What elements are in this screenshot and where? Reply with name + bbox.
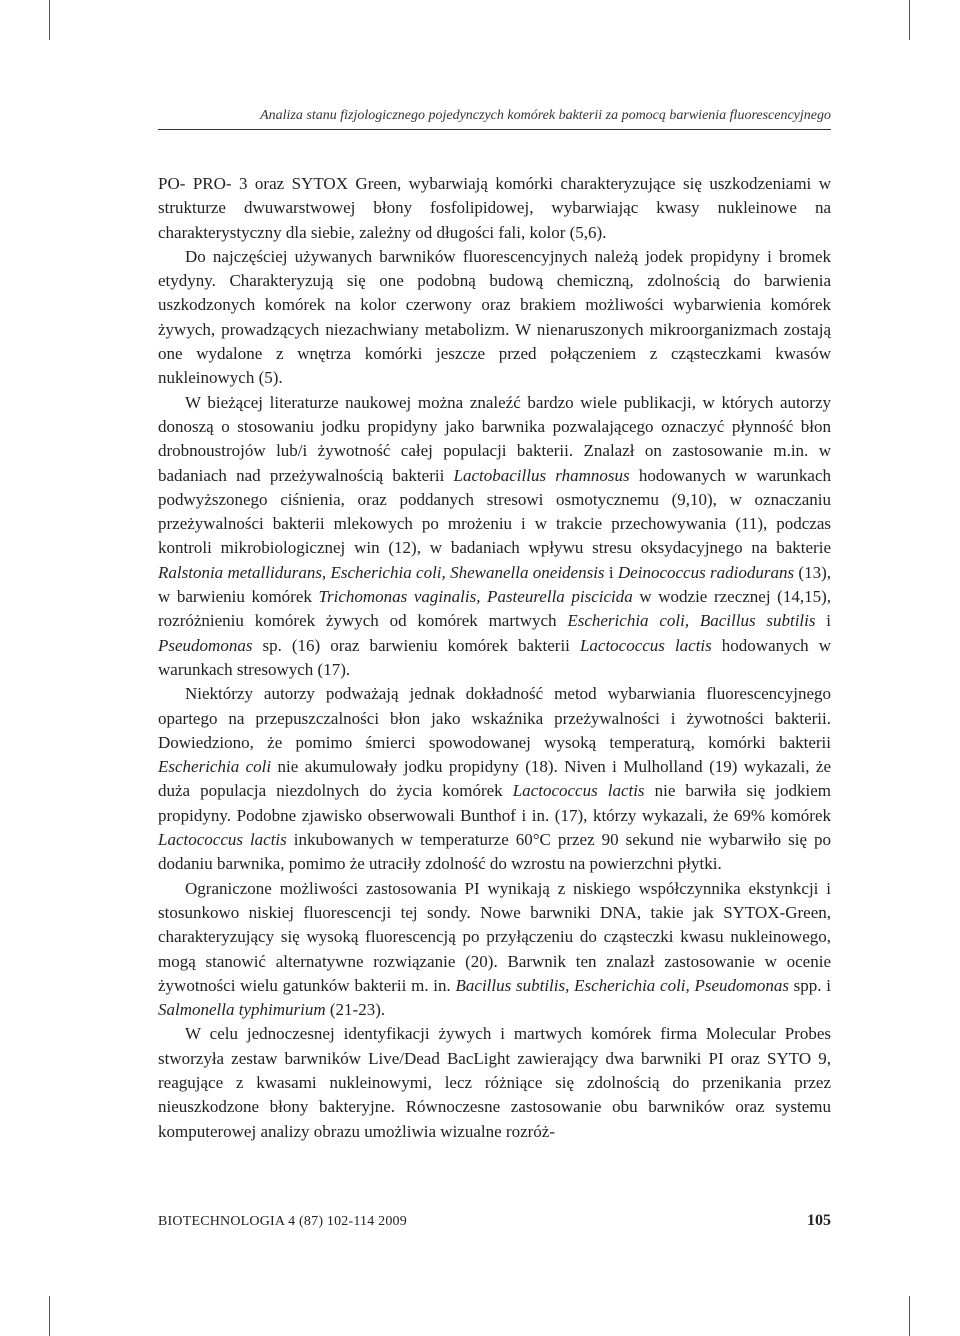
- italic-species-name: Lactococcus lactis: [158, 830, 287, 850]
- italic-species-name: Ralstonia metallidurans, Escherichia coli, Shewanella oneidensis: [158, 562, 605, 582]
- paragraph-text: sp. (16) oraz barwieniu komórek bakterii: [252, 635, 580, 655]
- paragraph-text: hodowanych w warunkach podwyższonego ciśnienia, oraz poddanych stresowi osmotycznemu (9,10), w oznaczaniu przeżywalności bakterii mlekowych po mrożeniu i w trakcie przechowywania (11), podczas kontroli mikrobiologicznej win (12), w badaniach wpływu stresu oksydacyjnego na bakterie: [158, 465, 831, 558]
- italic-species-name: Lactobacillus rhamnosus: [453, 465, 630, 485]
- page-number: 105: [807, 1212, 831, 1229]
- paragraph-text: Niektórzy autorzy podważają jednak dokładność metod wybarwiania fluorescencyjnego opartego na przepuszczalności błon jako wskaźnika przeżywalności i żywotności bakterii. Dowiedziono, że pomimo śmierci spowodowanej wysoką temperaturą, komórki bakterii: [158, 684, 831, 752]
- paragraph-text: Ograniczone możliwości zastosowania PI wynikają z niskiego współczynnika ekstynkcji i stosunkowo niskiej fluorescencji tej sondy. Nowe barwniki DNA, takie jak SYTOX-Green, charakteryzujący się wysoką fluorescencją po przyłączeniu do cząsteczki kwasu nukleinowego, mogą stanowić alternatywne rozwiązanie (20). Barwnik ten znalazł zastosowanie w ocenie żywotności wielu gatunków bakterii m. in.: [158, 878, 831, 995]
- paragraph-text: i: [815, 611, 832, 631]
- running-header: Analiza stanu fizjologicznego pojedynczych komórek bakterii za pomocą barwienia fluorescencyjnego: [260, 108, 831, 123]
- paragraph-text: nie barwiła się jodkiem propidyny. Podobne zjawisko obserwowali Bunthof i in. (17), którzy wykazali, że 69% komórek: [158, 781, 832, 825]
- italic-species-name: Escherichia coli: [158, 757, 272, 777]
- italic-species-name: Lactococcus lactis: [579, 635, 712, 655]
- header-rule: [158, 129, 831, 130]
- italic-species-name: Salmonella typhimurium: [158, 1000, 326, 1020]
- body-paragraph: [158, 1022, 831, 1143]
- crop-mark-top-right: [909, 0, 910, 40]
- body-paragraph: [158, 391, 831, 683]
- body-paragraph: [158, 172, 831, 245]
- paragraph-text: i: [604, 562, 618, 582]
- paragraph-text: Do najczęściej używanych barwników fluorescencyjnych należą jodek propidyny i bromek etydyny. Charakteryzują się one podobną budową chemiczną, zdolnością do barwienia uszkodzonych komórek na kolor czerwony oraz brakiem możliwości wybarwienia komórek żywych, prowadzących niezachwiany metabolizm. W nienaruszonych mikroorganizmach zostają one wydalone z wnętrza komórki jeszcze przed połączeniem z cząsteczkami kwasów nukleinowych (5).: [158, 246, 831, 388]
- paragraph-text: spp. i: [788, 975, 831, 995]
- journal-citation: BIOTECHNOLOGIA 4 (87) 102-114 2009: [158, 1214, 407, 1229]
- paragraph-text: (21-23).: [325, 1000, 386, 1020]
- italic-species-name: Pseudomonas: [158, 635, 253, 655]
- italic-species-name: Escherichia coli, Bacillus subtilis: [567, 611, 816, 631]
- paragraph-text: inkubowanych w temperaturze 60°C przez 90 sekund nie wybarwiło się po dodaniu barwnika, pomimo że utraciły zdolność do wzrostu na powierzchni płytki.: [158, 830, 831, 874]
- crop-mark-top-left: [49, 0, 50, 40]
- paragraph-text: w wodzie rzecznej (14,15), rozróżnieniu komórek żywych od komórek martwych: [158, 587, 831, 631]
- crop-mark-bottom-right: [909, 1296, 910, 1336]
- body-paragraph: [158, 245, 831, 391]
- article-body: [158, 172, 831, 1144]
- paragraph-text: W celu jednoczesnej identyfikacji żywych i martwych komórek firma Molecular Probes stworzyła zestaw barwników Live/Dead BacLight zawierający dwa barwniki PI oraz SYTO 9, reagujące z kwasami nukleinowymi, lecz różniące się zdolnością do przenikania przez nieuszkodzone błony bakteryjne. Równoczesne zastosowanie obu barwników oraz systemu komputerowej analizy obrazu umożliwia wizualne rozróż-: [158, 1024, 831, 1141]
- paragraph-text: hodowanych w warunkach stresowych (17).: [158, 635, 831, 679]
- crop-mark-bottom-left: [49, 1296, 50, 1336]
- body-paragraph: [158, 877, 831, 1023]
- italic-species-name: Trichomonas vaginalis, Pasteurella piscicida: [318, 587, 633, 607]
- italic-species-name: Bacillus subtilis, Escherichia coli, Pseudomonas: [455, 975, 789, 995]
- paragraph-text: (13), w barwieniu komórek: [158, 562, 831, 607]
- paragraph-text: W bieżącej literaturze naukowej można znaleźć bardzo wiele publikacji, w których autorzy donoszą o stosowaniu jodku propidyny jako barwnika pozwalającego oznaczyć płynność błon drobnoustrojów lub/i żywotność całej populacji bakterii. Znalazł on zastosowanie m.in. w badaniach nad przeżywalnością bakterii: [158, 392, 831, 485]
- paragraph-text: PO- PRO- 3 oraz SYTOX Green, wybarwiają komórki charakteryzujące się uszkodzeniami w strukturze dwuwarstwowej błony fosfolipidowej, wybarwiając kwasy nukleinowe na charakterystyczny dla siebie, zależny od długości fali, kolor (5,6).: [158, 174, 831, 242]
- italic-species-name: Lactococcus lactis: [512, 781, 645, 801]
- body-paragraph: [158, 682, 831, 876]
- italic-species-name: Deinococcus radiodurans: [617, 562, 795, 582]
- paragraph-text: nie akumulowały jodku propidyny (18). Niven i Mulholland (19) wykazali, że duża populacja niezdolnych do życia komórek: [158, 757, 831, 801]
